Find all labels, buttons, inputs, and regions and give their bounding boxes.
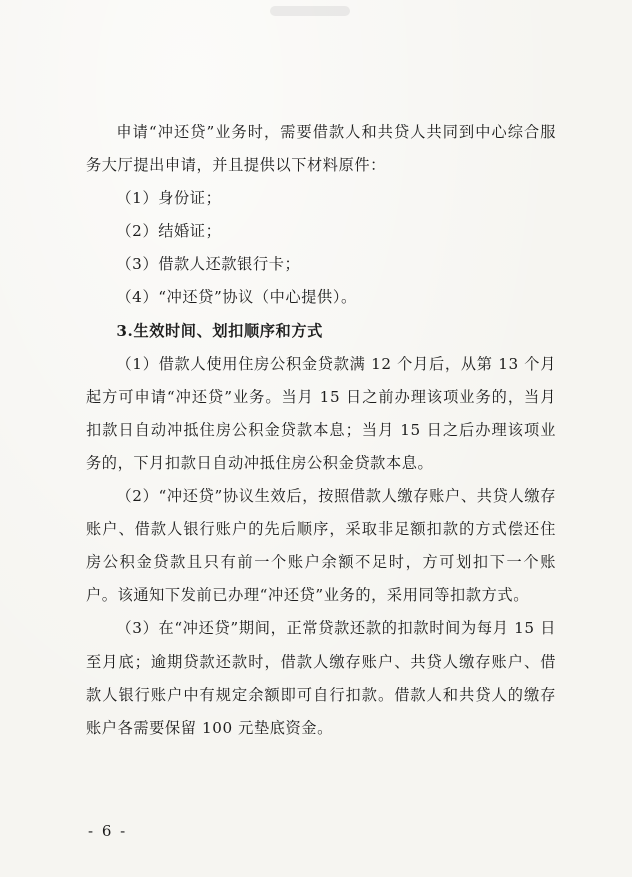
list-item-agreement: （4）“冲还贷”协议（中心提供）。 (116, 288, 357, 307)
paragraph-effective-time: （1）借款人使用住房公积金贷款满 12 个月后，从第 13 个月起方可申请“冲还贷”业务。当月 15 日之前办理该项业务的，当月扣款日自动冲抵住房公积金贷款本息；当月 15 日之后办理该项业务的，下月扣款日自动冲抵住房公积金贷款本息。 (86, 354, 556, 472)
section-heading-effective-time: 3.生效时间、划扣顺序和方式 (116, 321, 323, 340)
paragraph-deduction-time: （3）在“冲还贷”期间，正常贷款还款的扣款时间为每月 15 日至月底；逾期贷款还款时，借款人缴存账户、共贷人缴存账户、借款人银行账户中有规定余额即可自行扣款。借款人和共贷人的缴存账户各需要保留 100 元垫底资金。 (86, 619, 556, 737)
paragraph-deduction-order: （2）“冲还贷”协议生效后，按照借款人缴存账户、共贷人缴存账户、借款人银行账户的先后顺序，采取非足额扣款的方式偿还住房公积金贷款且只有前一个账户余额不足时，方可划扣下一个账户。该通知下发前已办理“冲还贷”业务的，采用同等扣款方式。 (86, 487, 556, 605)
paragraph-application-intro: 申请“冲还贷”业务时，需要借款人和共贷人共同到中心综合服务大厅提出申请，并且提供以下材料原件： (86, 123, 556, 175)
scan-smudge (270, 6, 350, 16)
list-item-id-card: （1）身份证； (116, 189, 222, 208)
page-number: - 6 - (88, 822, 128, 840)
document-body (86, 116, 556, 745)
list-item-marriage-certificate: （2）结婚证； (116, 222, 222, 241)
list-item-bank-card: （3）借款人还款银行卡； (116, 255, 301, 274)
